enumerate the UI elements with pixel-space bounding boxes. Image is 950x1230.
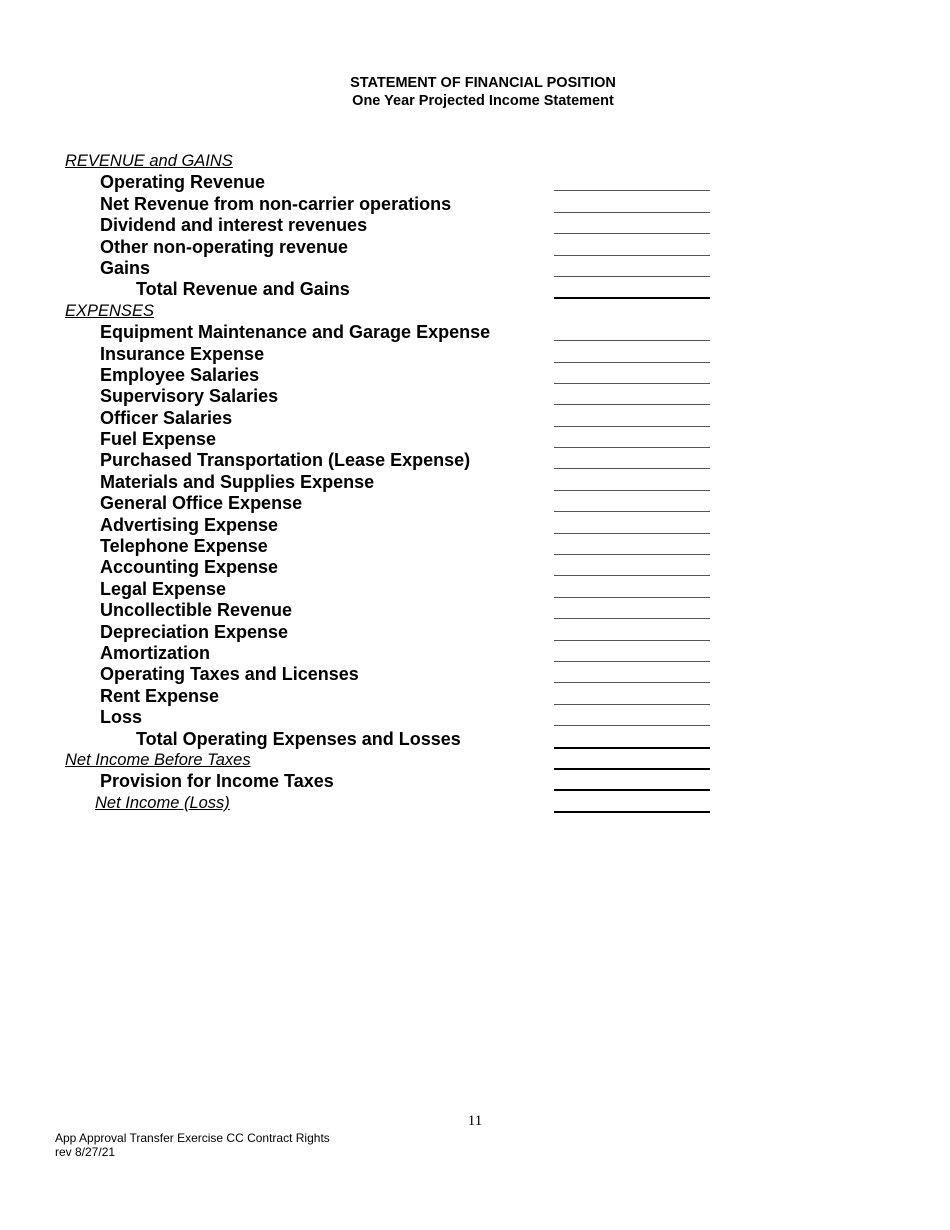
- total-row: [0, 729, 950, 750]
- line-label: EXPENSES: [65, 301, 154, 320]
- amount-blank-line[interactable]: [554, 768, 710, 770]
- line-item-row: [0, 771, 950, 792]
- line-label: Uncollectible Revenue: [100, 600, 293, 621]
- amount-blank-line[interactable]: [554, 682, 710, 683]
- amount-blank-line[interactable]: [554, 811, 710, 813]
- amount-blank-line[interactable]: [554, 490, 710, 491]
- line-item-row: [0, 622, 950, 643]
- line-label: Amortization: [100, 642, 210, 663]
- line-label: Depreciation Expense: [100, 621, 289, 642]
- line-item-row: [0, 536, 950, 557]
- line-item-row: [0, 365, 950, 386]
- amount-blank-line[interactable]: [554, 426, 710, 427]
- income-statement-lines: [0, 151, 950, 814]
- line-label: Net Income (Loss): [95, 793, 230, 812]
- line-label: Accounting Expense: [100, 557, 279, 578]
- line-label: Employee Salaries: [100, 364, 260, 385]
- line-label: Total Operating Expenses and Losses: [136, 728, 461, 749]
- line-label: Operating Revenue: [100, 172, 266, 193]
- line-label: Materials and Supplies Expense: [100, 471, 375, 492]
- line-label: General Office Expense: [100, 493, 303, 514]
- line-item-row: [0, 194, 950, 215]
- amount-blank-line[interactable]: [554, 276, 710, 277]
- line-item-row: [0, 215, 950, 236]
- amount-blank-line[interactable]: [554, 404, 710, 405]
- line-item-row: [0, 686, 950, 707]
- amount-blank-line[interactable]: [554, 468, 710, 469]
- amount-blank-line[interactable]: [554, 618, 710, 619]
- line-label: Telephone Expense: [100, 536, 268, 557]
- amount-blank-line[interactable]: [554, 575, 710, 576]
- section-heading-row: [0, 301, 950, 322]
- amount-blank-line[interactable]: [554, 362, 710, 363]
- amount-blank-line[interactable]: [554, 255, 710, 256]
- line-item-row: [0, 557, 950, 578]
- amount-blank-line[interactable]: [554, 640, 710, 641]
- line-label: Advertising Expense: [100, 514, 279, 535]
- line-label: Purchased Transportation (Lease Expense): [100, 450, 471, 471]
- line-item-row: [0, 493, 950, 514]
- line-label: REVENUE and GAINS: [65, 152, 233, 170]
- line-label: Rent Expense: [100, 685, 220, 706]
- amount-blank-line[interactable]: [554, 212, 710, 213]
- line-item-row: [0, 429, 950, 450]
- line-item-row: [0, 707, 950, 728]
- amount-blank-line[interactable]: [554, 190, 710, 191]
- line-label: Officer Salaries: [100, 407, 233, 428]
- line-label: Insurance Expense: [100, 343, 265, 364]
- line-label: Net Income Before Taxes: [65, 750, 251, 769]
- footer-revision: rev 8/27/21: [55, 1145, 116, 1159]
- line-label: Provision for Income Taxes: [100, 771, 334, 792]
- total-row: [0, 279, 950, 300]
- line-item-row: [0, 386, 950, 407]
- line-item-row: [0, 472, 950, 493]
- amount-blank-line[interactable]: [554, 725, 710, 726]
- line-item-row: [0, 515, 950, 536]
- amount-blank-line[interactable]: [554, 233, 710, 234]
- amount-blank-line[interactable]: [554, 554, 710, 555]
- line-label: Equipment Maintenance and Garage Expense: [100, 322, 491, 343]
- line-item-row: [0, 450, 950, 471]
- line-label: Gains: [100, 257, 151, 278]
- amount-blank-line[interactable]: [554, 447, 710, 448]
- amount-blank-line[interactable]: [554, 340, 710, 341]
- document-title: STATEMENT OF FINANCIAL POSITION: [350, 75, 616, 91]
- amount-blank-line[interactable]: [554, 661, 710, 662]
- section-heading-row: [0, 750, 950, 771]
- line-label: Other non-operating revenue: [100, 236, 349, 257]
- line-label: Legal Expense: [100, 578, 227, 599]
- line-label: Operating Taxes and Licenses: [100, 664, 359, 685]
- line-label: Dividend and interest revenues: [100, 215, 368, 236]
- amount-blank-line[interactable]: [554, 597, 710, 598]
- amount-blank-line[interactable]: [554, 533, 710, 534]
- line-item-row: [0, 664, 950, 685]
- line-label: Loss: [100, 707, 143, 728]
- line-label: Total Revenue and Gains: [136, 279, 350, 300]
- page-number: 11: [467, 1113, 483, 1129]
- line-item-row: [0, 258, 950, 279]
- line-item-row: [0, 344, 950, 365]
- amount-blank-line[interactable]: [554, 297, 710, 299]
- amount-blank-line[interactable]: [554, 383, 710, 384]
- line-label: Fuel Expense: [100, 429, 217, 450]
- document-subtitle: One Year Projected Income Statement: [352, 93, 614, 109]
- amount-blank-line[interactable]: [554, 511, 710, 512]
- line-item-row: [0, 643, 950, 664]
- line-label: Net Revenue from non-carrier operations: [100, 193, 452, 214]
- section-heading-row: [0, 151, 950, 172]
- line-item-row: [0, 172, 950, 193]
- amount-blank-line[interactable]: [554, 789, 710, 791]
- amount-blank-line[interactable]: [554, 747, 710, 749]
- line-item-row: [0, 579, 950, 600]
- line-item-row: [0, 600, 950, 621]
- amount-blank-line[interactable]: [554, 704, 710, 705]
- footer-document-name: App Approval Transfer Exercise CC Contract Rights: [55, 1131, 330, 1145]
- line-label: Supervisory Salaries: [100, 386, 279, 407]
- line-item-row: [0, 408, 950, 429]
- line-item-row: [0, 322, 950, 343]
- line-item-row: [0, 237, 950, 258]
- section-heading-row: [0, 793, 950, 814]
